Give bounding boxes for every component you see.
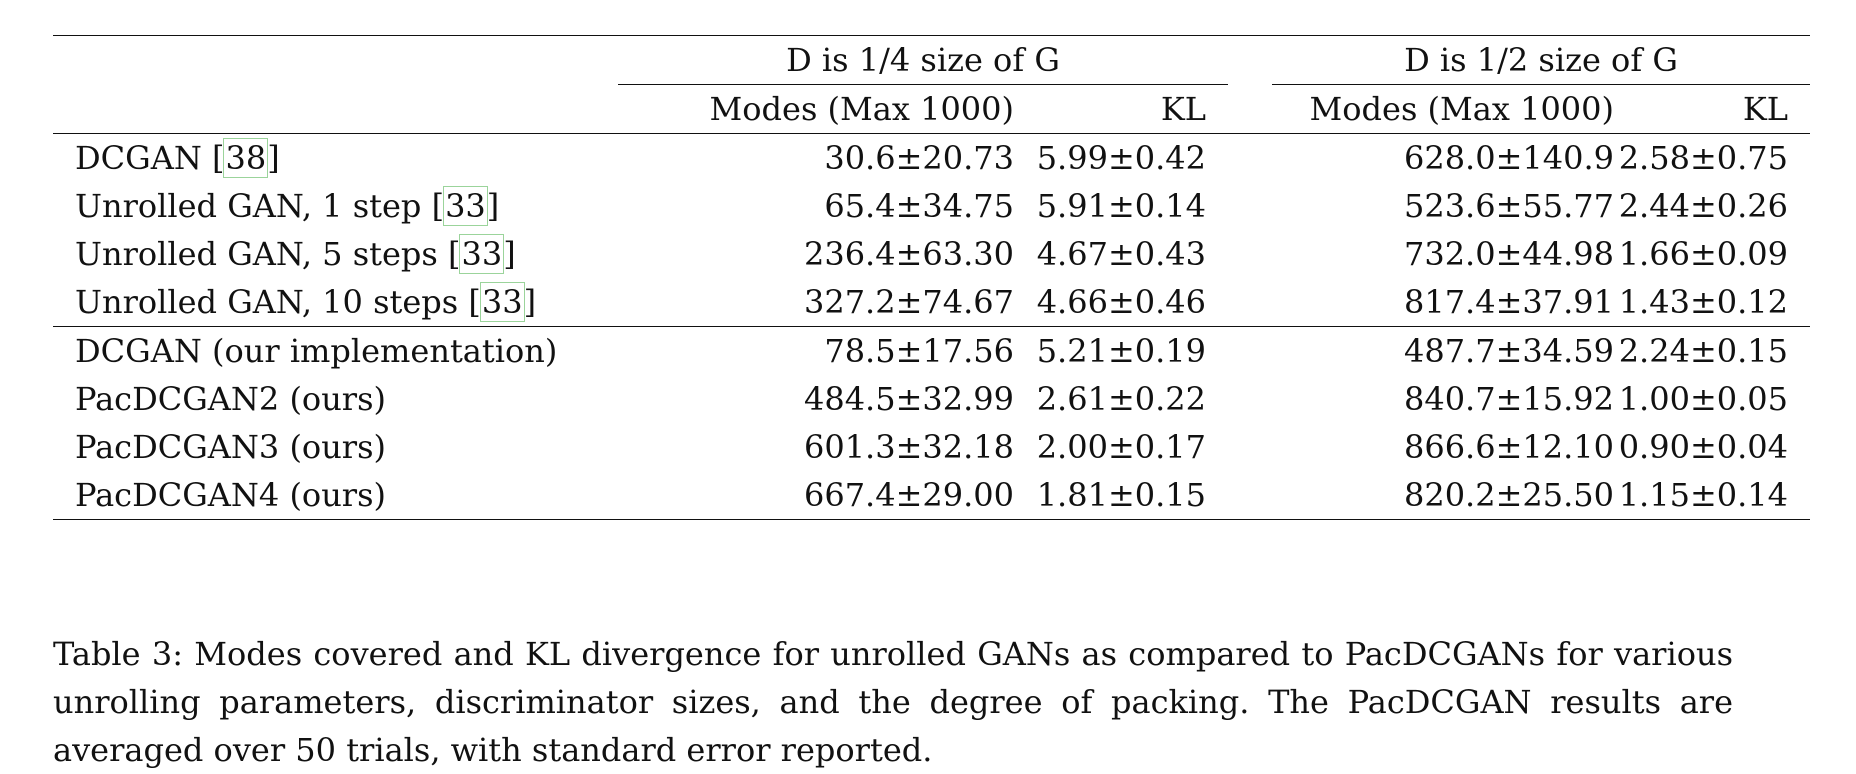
- method-cell: DCGAN [38]: [75, 139, 280, 177]
- modes-quarter-cell: 30.6±20.73: [824, 139, 1014, 177]
- modes-quarter-cell: 667.4±29.00: [803, 476, 1014, 514]
- group-header-row: [53, 36, 1810, 85]
- modes-quarter-cell: 65.4±34.75: [824, 187, 1014, 225]
- modes-half-cell: 487.7±34.59: [1403, 332, 1614, 370]
- modes-quarter-cell: 236.4±63.30: [803, 235, 1014, 273]
- kl-half-cell: 1.43±0.12: [1618, 283, 1788, 321]
- modes-half-cell: 523.6±55.77: [1403, 187, 1614, 225]
- subheader-modes-quarter: Modes (Max 1000): [618, 85, 1014, 134]
- kl-quarter-cell: 4.67±0.43: [1036, 235, 1206, 273]
- citation-link[interactable]: 38: [225, 139, 267, 177]
- method-label: DCGAN: [75, 139, 212, 177]
- group-header-quarter: [618, 36, 1228, 85]
- method-label: Unrolled GAN, 1 step: [75, 187, 432, 225]
- method-cell: Unrolled GAN, 5 steps [33]: [75, 235, 516, 273]
- modes-half-cell: 840.7±15.92: [1403, 380, 1614, 418]
- method-cell: DCGAN (our implementation): [75, 332, 558, 370]
- group-header-half: [1272, 36, 1810, 85]
- kl-quarter-cell: 1.81±0.15: [1036, 476, 1206, 514]
- table-caption: Table 3: Modes covered and KL divergence for unrolled GANs as compared to PacDCGANs for various unrolling parameters, discriminator sizes, and the degree of packing. The PacDCGAN results are averaged over 50 trials, with standard error reported.: [53, 635, 1733, 769]
- modes-quarter-cell: 484.5±32.99: [803, 380, 1014, 418]
- subheader-modes-half: Modes (Max 1000): [1272, 85, 1614, 134]
- modes-half-cell: 820.2±25.50: [1403, 476, 1614, 514]
- table-row: [53, 230, 1810, 278]
- method-label: Unrolled GAN, 5 steps: [75, 235, 448, 273]
- kl-quarter-cell: 4.66±0.46: [1036, 283, 1206, 321]
- row-gap: [1228, 327, 1272, 376]
- kl-quarter-cell: 5.99±0.42: [1036, 139, 1206, 177]
- modes-half-cell: 732.0±44.98: [1403, 235, 1614, 273]
- citation-link[interactable]: 33: [445, 187, 486, 225]
- modes-half-cell: 628.0±140.9: [1403, 139, 1614, 177]
- row-gap: [1228, 423, 1272, 471]
- kl-quarter-cell: 5.21±0.19: [1036, 332, 1206, 370]
- modes-quarter-cell: 601.3±32.18: [803, 428, 1014, 466]
- modes-quarter-cell: 78.5±17.56: [824, 332, 1014, 370]
- results-table-container: [53, 35, 1810, 520]
- row-gap: [1228, 375, 1272, 423]
- table-row: [53, 423, 1810, 471]
- row-gap: [1228, 134, 1272, 183]
- results-table: [53, 35, 1810, 520]
- row-gap: [1228, 278, 1272, 327]
- modes-half-cell: 817.4±37.91: [1403, 283, 1614, 321]
- kl-half-cell: 0.90±0.04: [1618, 428, 1788, 466]
- kl-quarter-cell: 2.61±0.22: [1036, 380, 1206, 418]
- table-row: [53, 134, 1810, 183]
- method-cell: Unrolled GAN, 10 steps [33]: [75, 283, 537, 321]
- kl-quarter-cell: 2.00±0.17: [1036, 428, 1206, 466]
- kl-half-cell: 2.58±0.75: [1618, 139, 1788, 177]
- kl-half-cell: 2.24±0.15: [1618, 332, 1788, 370]
- empty-subheader-cell: [53, 85, 618, 134]
- table-row: [53, 182, 1810, 230]
- group-header-half-label: D is 1/2 size of G: [1404, 41, 1678, 79]
- method-cell: PacDCGAN2 (ours): [75, 380, 386, 418]
- kl-quarter-cell: 5.91±0.14: [1036, 187, 1206, 225]
- table-row: [53, 278, 1810, 327]
- table-row: [53, 471, 1810, 520]
- row-gap: [1228, 471, 1272, 520]
- empty-header-cell: [53, 36, 618, 85]
- kl-half-cell: 1.66±0.09: [1618, 235, 1788, 273]
- sub-header-row: [53, 85, 1810, 134]
- subheader-gap: [1228, 85, 1272, 134]
- row-gap: [1228, 230, 1272, 278]
- results-body: [53, 134, 1810, 520]
- subheader-kl-quarter: KL: [1014, 85, 1228, 134]
- table-row: [53, 327, 1810, 376]
- method-label: Unrolled GAN, 10 steps: [75, 283, 469, 321]
- row-gap: [1228, 182, 1272, 230]
- kl-half-cell: 1.00±0.05: [1618, 380, 1788, 418]
- header-gap: [1228, 36, 1272, 85]
- table-row: [53, 375, 1810, 423]
- method-cell: Unrolled GAN, 1 step [33]: [75, 187, 500, 225]
- modes-quarter-cell: 327.2±74.67: [803, 283, 1014, 321]
- kl-half-cell: 1.15±0.14: [1618, 476, 1788, 514]
- citation-link[interactable]: 33: [481, 283, 523, 321]
- subheader-kl-half: KL: [1614, 85, 1810, 134]
- modes-half-cell: 866.6±12.10: [1403, 428, 1614, 466]
- group-header-quarter-label: D is 1/4 size of G: [786, 41, 1060, 79]
- citation-link[interactable]: 33: [461, 235, 503, 273]
- method-cell: PacDCGAN3 (ours): [75, 428, 386, 466]
- method-cell: PacDCGAN4 (ours): [75, 476, 386, 514]
- kl-half-cell: 2.44±0.26: [1618, 187, 1788, 225]
